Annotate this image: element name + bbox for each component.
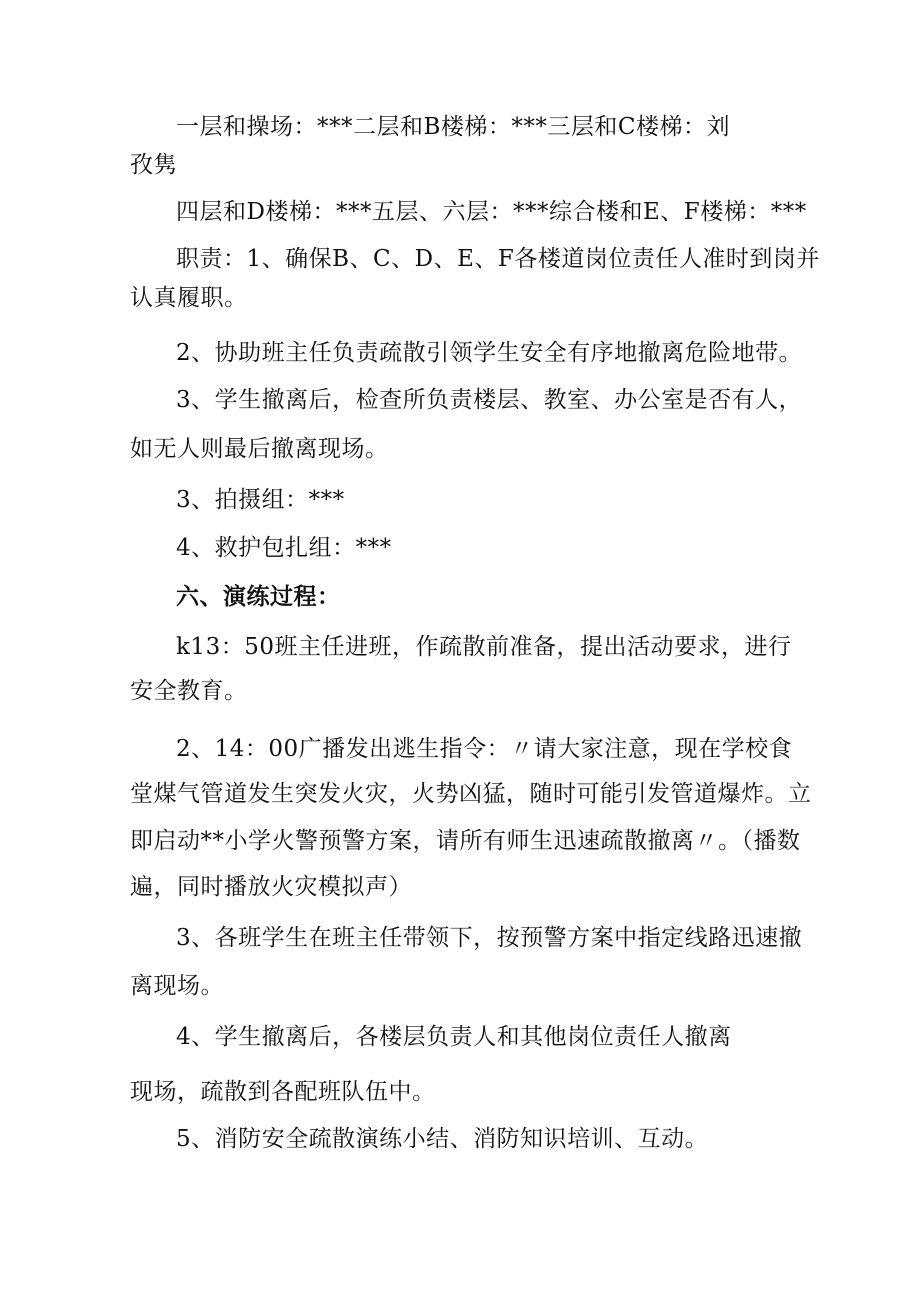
text-line-9: 3、拍摄组：*** [176, 487, 345, 513]
text-line-14: 2、14：00广播发出逃生指令：〃请大家注意，现在学校食 [176, 736, 793, 762]
text-line-2: 孜隽 [130, 152, 177, 178]
text-line-21: 现场，疏散到各配班队伍中。 [130, 1079, 436, 1105]
text-line-7: 3、学生撤离后，检查所负责楼层、教室、办公室是否有人， [176, 387, 803, 413]
text-line-19: 离现场。 [130, 973, 224, 999]
text-line-13: 安全教育。 [130, 678, 248, 704]
text-line-12: k13：50班主任进班，作疏散前准备，提出活动要求，进行 [176, 634, 792, 660]
text-line-16: 即启动**小学火警预警方案，请所有师生迅速疏散撤离〃。（播数 [130, 828, 801, 854]
text-line-15: 堂煤气管道发生突发火灾，火势凶猛，随时可能引发管道爆炸。立 [130, 781, 812, 807]
text-line-10: 4、救护包扎组：*** [176, 535, 392, 561]
text-line-1: 一层和操场：***二层和B楼梯：***三层和C楼梯：刘 [176, 114, 730, 140]
text-line-5: 认真履职。 [130, 285, 248, 311]
section-heading-drill-process: 六、演练过程： [176, 583, 341, 610]
text-line-6: 2、协助班主任负责疏散引领学生安全有序地撤离危险地带。 [176, 340, 803, 366]
text-line-18: 3、各班学生在班主任带领下，按预警方案中指定线路迅速撤 [176, 925, 803, 951]
text-line-22: 5、消防安全疏散演练小结、消防知识培训、互动。 [176, 1126, 709, 1152]
text-line-20: 4、学生撤离后，各楼层负责人和其他岗位责任人撤离 [176, 1024, 732, 1050]
text-line-4: 职责：1、确保B、C、D、E、F各楼道岗位责任人准时到岗并 [176, 246, 820, 272]
text-line-17: 遍，同时播放火灾模拟声） [130, 874, 412, 900]
text-line-8: 如无人则最后撤离现场。 [130, 436, 389, 462]
text-line-3: 四层和D楼梯：***五层、六层：***综合楼和E、F楼梯：*** [176, 199, 807, 225]
